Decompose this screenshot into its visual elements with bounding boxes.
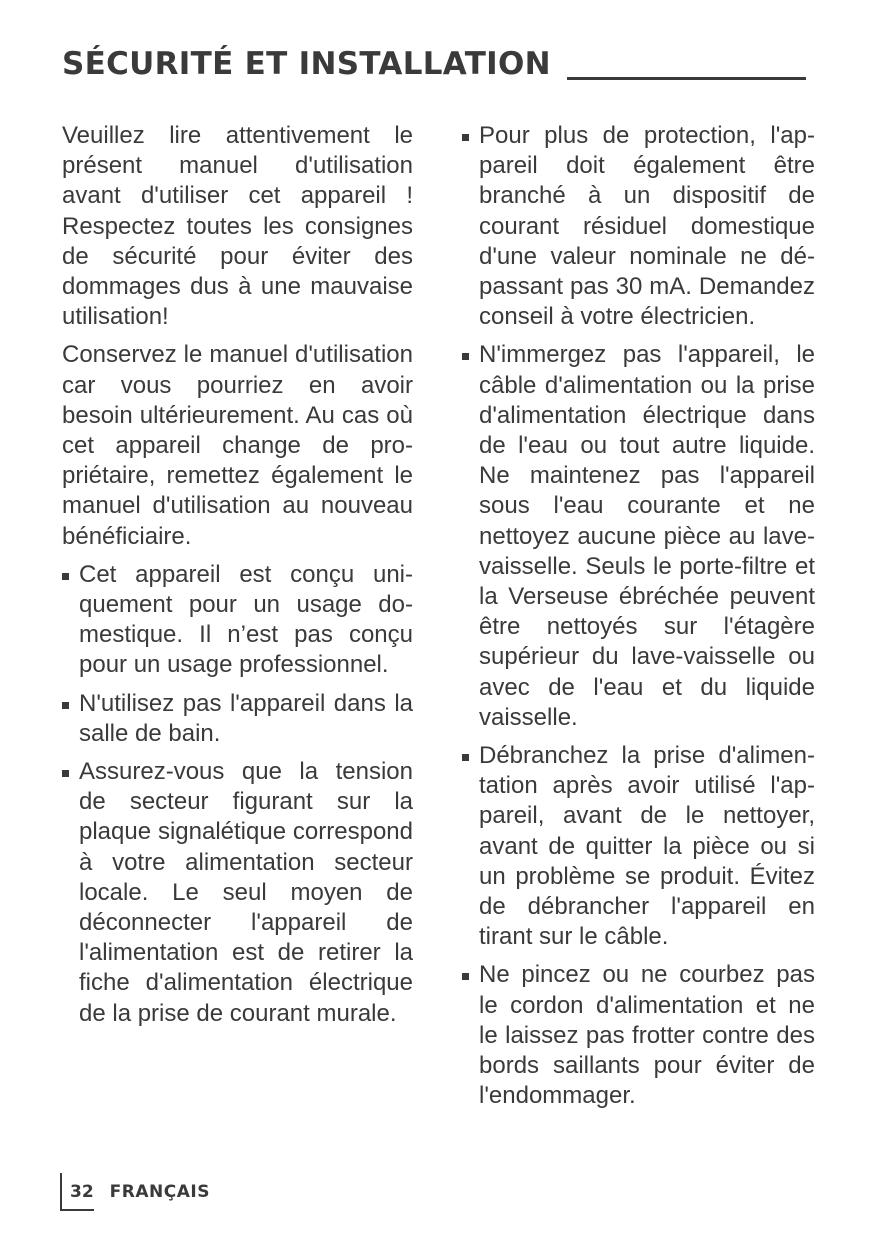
bullet-text: Pour plus de protection, l'appareil doit également être branché à un dispositif de courant résiduel domestique d'une valeur nominale ne dépassant pas 30 mA. Demandez conseil à votre électricien. [479,122,815,331]
keep-manual-paragraph: Conservez le manuel d'utilisation car vous pourriez en avoir besoin ultérieurement. Au cas où cet appareil change de propriétaire, remettez également le manuel d'utilisation au nouveau bénéficiaire. [62,341,413,550]
bullet-text: Débranchez la prise d'alimentation après avoir utilisé l'appareil, avant de le nettoyer, avant de quitter la pièce ou si un problème se produit. Évitez de débrancher l'appareil en tirant sur le câble. [479,742,815,951]
bullet-item [62,560,413,681]
footer-language: FRANÇAIS [109,1182,210,1202]
header-rule [567,77,806,80]
bullet-item [462,960,815,1111]
bullet-text: Ne pincez ou ne courbez pas le cordon d'alimentation et ne le laissez pas frotter contre des bords saillants pour éviter de l'endommager. [479,961,815,1110]
square-bullet-icon [462,353,469,360]
page-footer [60,1173,210,1211]
footer-base-rule [60,1209,94,1211]
bullet-item [462,340,815,733]
square-bullet-icon [62,770,69,777]
square-bullet-icon [62,573,69,580]
intro-paragraph: Veuillez lire attentivement le présent manuel d'utilisation avant d'utiliser cet appareil ! Respectez toutes les consignes de sécurité pour éviter des dommages dus à une mauvaise utilisation! [62,122,413,331]
bullet-text: Cet appareil est conçu uniquement pour un usage domestique. Il n’est pas conçu pour un usage professionnel. [79,560,413,679]
section-title: SÉCURITÉ ET INSTALLATION [62,46,551,82]
square-bullet-icon [462,973,469,980]
bullet-item [62,689,413,749]
bullet-item [62,757,413,1029]
square-bullet-icon [62,702,69,709]
bullet-text: N'utilisez pas l'appareil dans la salle de bain. [79,689,413,747]
right-column [462,121,815,1120]
left-column [62,121,413,1037]
bullet-item [462,741,815,952]
page-header [62,42,806,86]
page-number: 32 [70,1182,94,1202]
square-bullet-icon [462,754,469,761]
square-bullet-icon [462,134,469,141]
bullet-text: N'immergez pas l'appareil, le câble d'alimentation ou la prise d'alimentation électrique dans de l'eau ou tout autre liquide. Ne maintenez pas l'appareil sous l'eau courante et ne nettoyez aucune pièce au lave-vaisselle. Seuls le porte-filtre et la Verseuse ébréchée peuvent être nettoyés sur l'étagère supérieur du lave-vaisselle ou avec de l'eau et du liquide vaisselle. [479,341,815,731]
bullet-item [462,121,815,332]
bullet-text: Assurez-vous que la tension de secteur figurant sur la plaque signalétique correspond à votre alimentation secteur locale. Le seul moyen de déconnecter l'appareil de l'alimentation est de retirer la fiche d'alimentation électrique de la prise de courant murale. [79,758,413,1027]
footer-rule [60,1173,62,1211]
